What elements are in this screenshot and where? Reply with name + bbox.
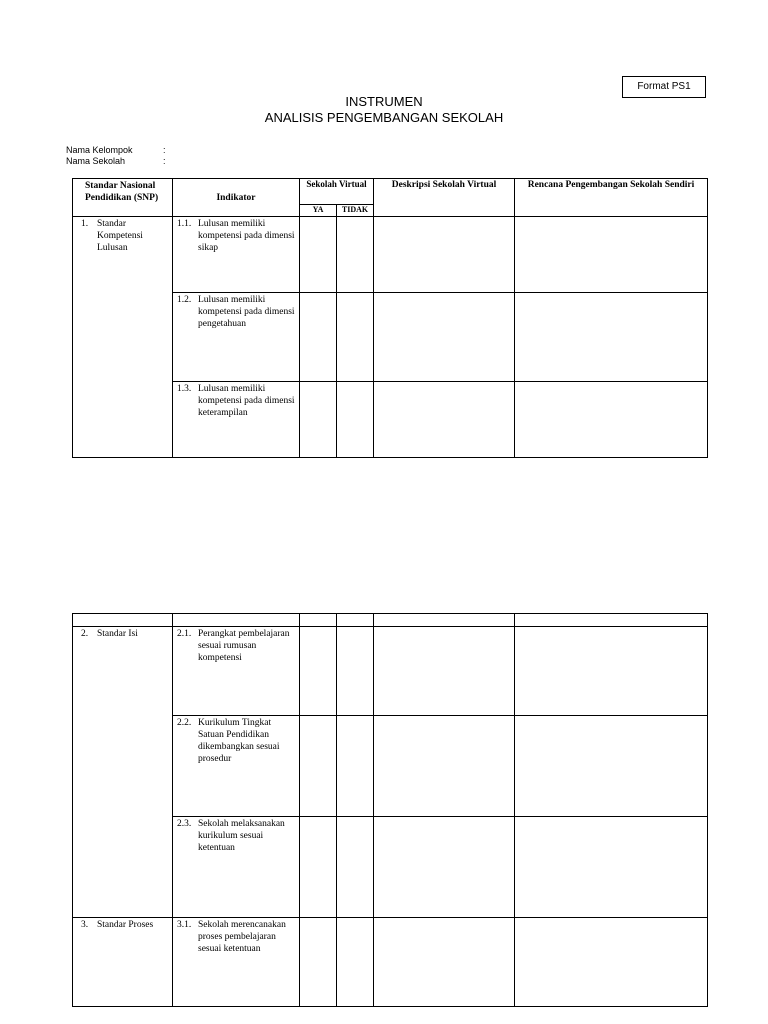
- rencana-cell[interactable]: [515, 918, 708, 1007]
- tidak-cell[interactable]: [337, 817, 374, 918]
- header-sekolah-virtual: Sekolah Virtual: [300, 179, 374, 205]
- table-row: [73, 627, 708, 716]
- tidak-cell[interactable]: [337, 627, 374, 716]
- tidak-cell[interactable]: [337, 217, 374, 293]
- format-label: Format PS1: [622, 76, 706, 98]
- tidak-cell[interactable]: [337, 382, 374, 458]
- document-subtitle: ANALISIS PENGEMBANGAN SEKOLAH: [264, 110, 504, 125]
- standard-cell-1: [73, 217, 173, 458]
- indicator-number: 1.3.: [177, 384, 192, 394]
- rencana-cell[interactable]: [515, 817, 708, 918]
- empty-cell: [337, 614, 374, 627]
- indicator-number: 1.1.: [177, 219, 192, 229]
- header-rencana: Rencana Pengembangan Sekolah Sendiri: [515, 179, 708, 217]
- ya-cell[interactable]: [300, 627, 337, 716]
- empty-cell: [515, 614, 708, 627]
- analysis-table-page2: [72, 613, 708, 1007]
- deskripsi-cell[interactable]: [374, 217, 515, 293]
- indicator-number: 2.2.: [177, 718, 192, 728]
- indicator-number: 2.3.: [177, 819, 192, 829]
- deskripsi-cell[interactable]: [374, 716, 515, 817]
- indicator-cell: [173, 382, 300, 458]
- empty-cell: [374, 614, 515, 627]
- rencana-cell[interactable]: [515, 716, 708, 817]
- empty-cell: [300, 614, 337, 627]
- nama-kelompok-colon: :: [163, 145, 166, 155]
- header-deskripsi: Deskripsi Sekolah Virtual: [374, 179, 515, 217]
- nama-kelompok-label: Nama Kelompok: [66, 145, 133, 155]
- header-indikator: Indikator: [173, 179, 300, 217]
- nama-kelompok-row: [66, 145, 173, 156]
- indicator-text: Sekolah melaksanakan kurikulum sesuai ketentuan: [198, 819, 285, 853]
- header-ya: YA: [300, 205, 337, 217]
- indicator-text: Lulusan memiliki kompetensi pada dimensi sikap: [198, 219, 295, 253]
- standard-name: Standar Proses: [97, 920, 154, 930]
- standard-name: Standar Isi: [97, 629, 138, 639]
- indicator-cell: [173, 817, 300, 918]
- indicator-text: Perangkat pembelajaran sesuai rumusan kompetensi: [198, 629, 290, 663]
- empty-cell: [173, 614, 300, 627]
- tidak-cell[interactable]: [337, 918, 374, 1007]
- indicator-number: 1.2.: [177, 295, 192, 305]
- nama-sekolah-row: [66, 156, 173, 167]
- indicator-number: 2.1.: [177, 629, 192, 639]
- indicator-cell: [173, 918, 300, 1007]
- standard-name: Standar Kompetensi Lulusan: [97, 219, 143, 253]
- header-tidak: TIDAK: [337, 205, 374, 217]
- ya-cell[interactable]: [300, 293, 337, 382]
- standard-cell-3: [73, 918, 173, 1007]
- header-snp: Standar Nasional Pendidikan (SNP): [73, 179, 173, 217]
- indicator-text: Kurikulum Tingkat Satuan Pendidikan dikembangkan sesuai prosedur: [198, 718, 280, 764]
- rencana-cell[interactable]: [515, 627, 708, 716]
- indicator-text: Lulusan memiliki kompetensi pada dimensi pengetahuan: [198, 295, 295, 329]
- standard-number: 1.: [81, 219, 89, 229]
- indicator-cell: [173, 293, 300, 382]
- deskripsi-cell[interactable]: [374, 293, 515, 382]
- ya-cell[interactable]: [300, 918, 337, 1007]
- ya-cell[interactable]: [300, 217, 337, 293]
- standard-number: 3.: [81, 920, 89, 930]
- analysis-table-page1: [72, 178, 708, 458]
- rencana-cell[interactable]: [515, 382, 708, 458]
- rencana-cell[interactable]: [515, 293, 708, 382]
- indicator-number: 3.1.: [177, 920, 192, 930]
- table-row: [73, 217, 708, 293]
- indicator-cell: [173, 627, 300, 716]
- standard-number: 2.: [81, 629, 89, 639]
- document-title: INSTRUMEN: [345, 94, 423, 109]
- tidak-cell[interactable]: [337, 293, 374, 382]
- nama-sekolah-label: Nama Sekolah: [66, 156, 126, 166]
- ya-cell[interactable]: [300, 716, 337, 817]
- rencana-cell[interactable]: [515, 217, 708, 293]
- tidak-cell[interactable]: [337, 716, 374, 817]
- empty-cell: [73, 614, 173, 627]
- indicator-text: Lulusan memiliki kompetensi pada dimensi keterampilan: [198, 384, 295, 418]
- indicator-text: Sekolah merencanakan proses pembelajaran sesuai ketentuan: [198, 920, 286, 954]
- standard-cell-2: [73, 627, 173, 918]
- indicator-cell: [173, 716, 300, 817]
- table-row: [73, 918, 708, 1007]
- indicator-cell: [173, 217, 300, 293]
- identity-fields: [66, 145, 173, 167]
- ya-cell[interactable]: [300, 817, 337, 918]
- deskripsi-cell[interactable]: [374, 627, 515, 716]
- nama-sekolah-colon: :: [163, 156, 166, 166]
- deskripsi-cell[interactable]: [374, 918, 515, 1007]
- deskripsi-cell[interactable]: [374, 382, 515, 458]
- empty-header-row: [73, 614, 708, 627]
- ya-cell[interactable]: [300, 382, 337, 458]
- deskripsi-cell[interactable]: [374, 817, 515, 918]
